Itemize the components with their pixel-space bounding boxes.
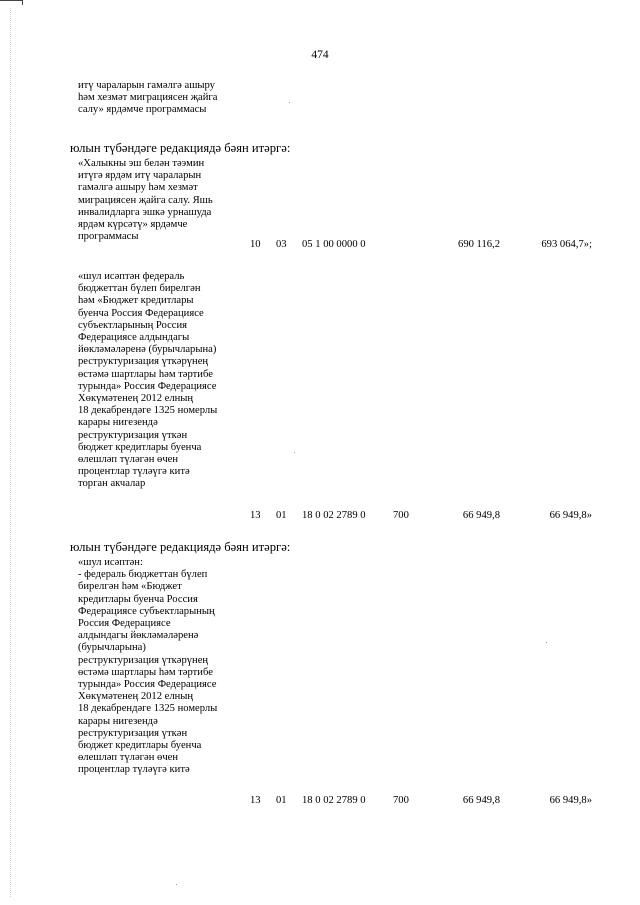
description-line: салу» ярдәмче программасы	[78, 104, 207, 116]
description-line: реструктуризация үткәрүнең	[78, 356, 209, 368]
description-line: турында» Россия Федерациясе	[78, 380, 217, 392]
description-line: карары нигезендә	[78, 417, 158, 429]
expense-type-code: 700	[393, 795, 409, 806]
description-line: процентлар түләүгә китә	[78, 466, 190, 478]
amount-year-2: 66 949,8»	[549, 510, 592, 521]
amount-year-2: 66 949,8»	[549, 795, 592, 806]
scan-speck	[546, 642, 547, 643]
edit-instruction-heading-1: юлын түбәндәге редакциядә бәян итәргә:	[70, 141, 291, 155]
description-line: «шул исәптән:	[78, 557, 143, 568]
description-line: итүгә ярдәм итү чараларын	[78, 170, 202, 182]
section-code: 13	[250, 795, 261, 806]
description-line: «Халыкны эш белән тәэмин	[78, 158, 205, 169]
credit-interest-new-row-values	[0, 794, 640, 807]
description-line: һәм «Бюджет кредитлары	[78, 295, 194, 307]
amount-year-1: 66 949,8	[462, 795, 500, 806]
credit-interest-description	[78, 271, 243, 491]
description-line: бирелгән һәм «Бюджет	[78, 581, 182, 593]
description-line: карары нигезендә	[78, 715, 158, 727]
description-line: гамәлгә ашыру һәм хезмәт	[78, 182, 198, 194]
target-article-code: 18 0 02 2789 0	[302, 510, 366, 521]
description-line: турында» Россия Федерациясе	[78, 679, 217, 691]
expense-type-code: 700	[393, 510, 409, 521]
section-code: 13	[250, 510, 261, 521]
page-corner-mark	[0, 0, 23, 5]
description-line: Федерациясе алдындагы	[78, 332, 190, 344]
program-description	[78, 158, 243, 243]
description-line: һәм хезмәт миграциясен җайга	[78, 92, 218, 104]
description-line: өлешләп түләгән өчен	[78, 454, 179, 466]
description-line: Россия Федерациясе	[78, 618, 171, 630]
description-line: йөкләмәләренә (бурычларына)	[78, 344, 217, 356]
description-line: өстәмә шартлары һәм тәртибе	[78, 666, 213, 678]
description-line: бюджет кредитлары буенча	[78, 740, 202, 752]
description-line: миграциясен җайга салу. Яшь	[78, 194, 213, 206]
description-line: Хөкүмәтенең 2012 елның	[78, 691, 194, 703]
section-code: 10	[250, 239, 261, 250]
description-line: субъектларының Россия	[78, 319, 188, 331]
description-line: буенча Россия Федерациясе	[78, 307, 204, 319]
description-line: «шул исәптән федераль	[78, 271, 185, 282]
description-line: ярдәм күрсәтү» ярдәмче	[78, 219, 188, 231]
subsection-code: 03	[276, 239, 287, 250]
description-line: реструктуризация үткән	[78, 727, 188, 739]
description-line: процентлар түләүгә китә	[78, 764, 190, 776]
target-article-code: 18 0 02 2789 0	[302, 795, 366, 806]
subsection-code: 01	[276, 795, 287, 806]
description-line: 18 декабрендәге 1325 номерлы	[78, 703, 218, 715]
description-line: (бурычларына)	[78, 642, 146, 654]
amount-year-2: 693 064,7»;	[541, 239, 592, 250]
scan-speck	[294, 452, 295, 453]
description-line: программасы	[78, 231, 139, 243]
amount-year-1: 66 949,8	[462, 510, 500, 521]
description-line: бюджет кредитлары буенча	[78, 441, 202, 453]
description-line: торган акчалар	[78, 478, 146, 490]
description-line: Федерациясе субъектларының	[78, 605, 215, 617]
description-line: өлешләп түләгән өчен	[78, 752, 179, 764]
description-line: алдындагы йөкләмәләренә	[78, 630, 199, 642]
description-line: реструктуризация үткәрүнең	[78, 654, 209, 666]
description-line: Хөкүмәтенең 2012 елның	[78, 393, 194, 405]
target-article-code: 05 1 00 0000 0	[302, 239, 366, 250]
edit-instruction-heading-2: юлын түбәндәге редакциядә бәян итәргә:	[70, 540, 291, 554]
description-line: бюджеттан бүлеп бирелгән	[78, 283, 201, 295]
binding-margin-line	[10, 8, 11, 897]
description-line: 18 декабрендәге 1325 номерлы	[78, 405, 218, 417]
program-row-values	[0, 238, 640, 251]
description-line: өстәмә шартлары һәм тәртибе	[78, 368, 213, 380]
continuation-text	[78, 80, 243, 117]
credit-interest-new-description	[78, 557, 243, 777]
description-line: - федераль бюджеттан бүлеп	[78, 569, 208, 581]
amount-year-1: 690 116,2	[458, 239, 500, 250]
description-line: кредитлары буенча Россия	[78, 593, 198, 605]
subsection-code: 01	[276, 510, 287, 521]
description-line: реструктуризация үткән	[78, 429, 188, 441]
scan-speck	[289, 102, 290, 103]
description-line: инвалидларга эшкә урнашуда	[78, 206, 212, 218]
description-line: итү чараларын гамәлгә ашыру	[78, 80, 215, 91]
scan-speck	[176, 884, 177, 885]
page-number: 474	[311, 49, 329, 61]
credit-interest-row-values	[0, 509, 640, 522]
